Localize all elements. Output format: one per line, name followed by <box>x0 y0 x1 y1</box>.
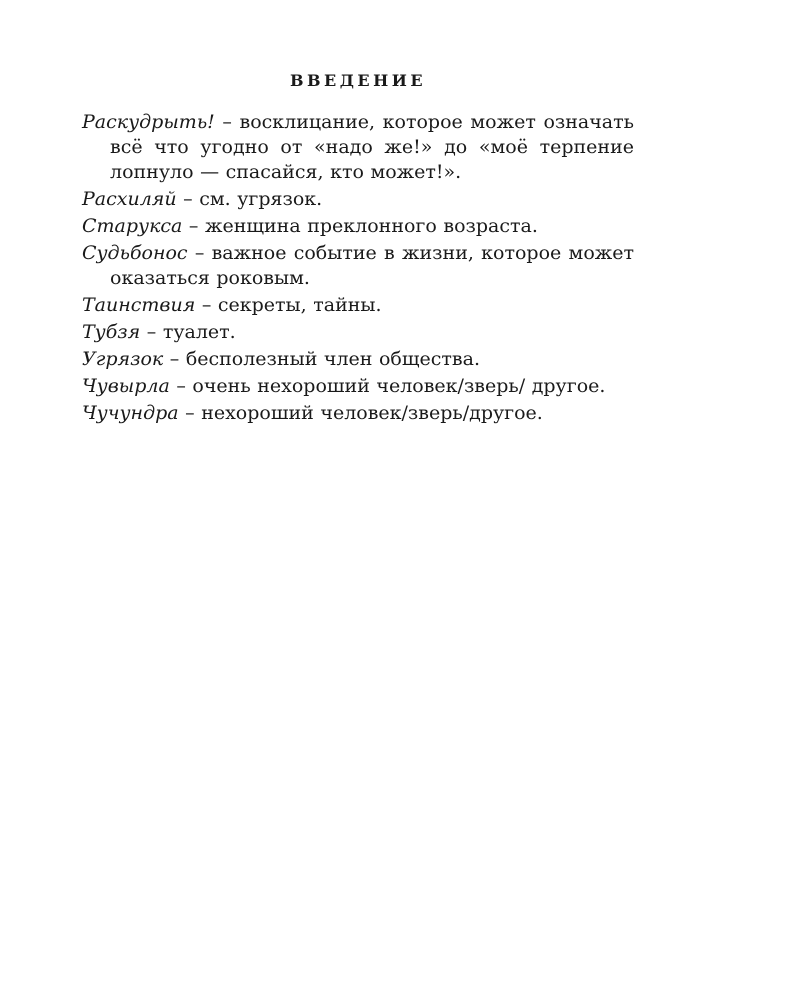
glossary-definition: – восклицание, которое может означать всё что угодно от «надо же!» до «моё терпение лопнуло — спасайся, кто может!». <box>110 111 634 183</box>
glossary-entry <box>82 347 634 372</box>
glossary-definition: – см. угрязок. <box>176 188 323 210</box>
glossary-entry <box>82 214 634 239</box>
glossary-entry <box>82 187 634 212</box>
glossary-definition: – нехороший человек/зверь/другое. <box>178 402 543 424</box>
glossary-definition: – важное событие в жизни, которое может оказаться роковым. <box>110 242 634 289</box>
glossary-definition: – бесполезный член общества. <box>163 348 480 370</box>
glossary-entry <box>82 320 634 345</box>
glossary-definition: – секреты, тайны. <box>195 294 382 316</box>
glossary-term: Угрязок <box>82 348 164 370</box>
glossary-definition: – женщина преклонного возраста. <box>182 215 538 237</box>
glossary-entry <box>82 293 634 318</box>
glossary-term: Старукса <box>82 215 183 237</box>
glossary-term: Судьбонос <box>82 242 188 264</box>
glossary-term: Чувырла <box>82 375 170 397</box>
glossary-definition: – туалет. <box>140 321 236 343</box>
glossary-list <box>82 110 634 426</box>
glossary-entry <box>82 241 634 291</box>
glossary-term: Чучундра <box>82 402 179 424</box>
glossary-term: Расхиляй <box>82 188 177 210</box>
glossary-term: Тубзя <box>82 321 141 343</box>
glossary-definition: – очень нехороший человек/зверь/ другое. <box>169 375 606 397</box>
page <box>82 70 634 428</box>
glossary-term: Таинствия <box>82 294 196 316</box>
glossary-entry <box>82 110 634 185</box>
section-heading: ВВЕДЕНИЕ <box>289 71 427 90</box>
glossary-term: Раскудрыть! <box>82 111 215 133</box>
glossary-entry <box>82 401 634 426</box>
glossary-entry <box>82 374 634 399</box>
